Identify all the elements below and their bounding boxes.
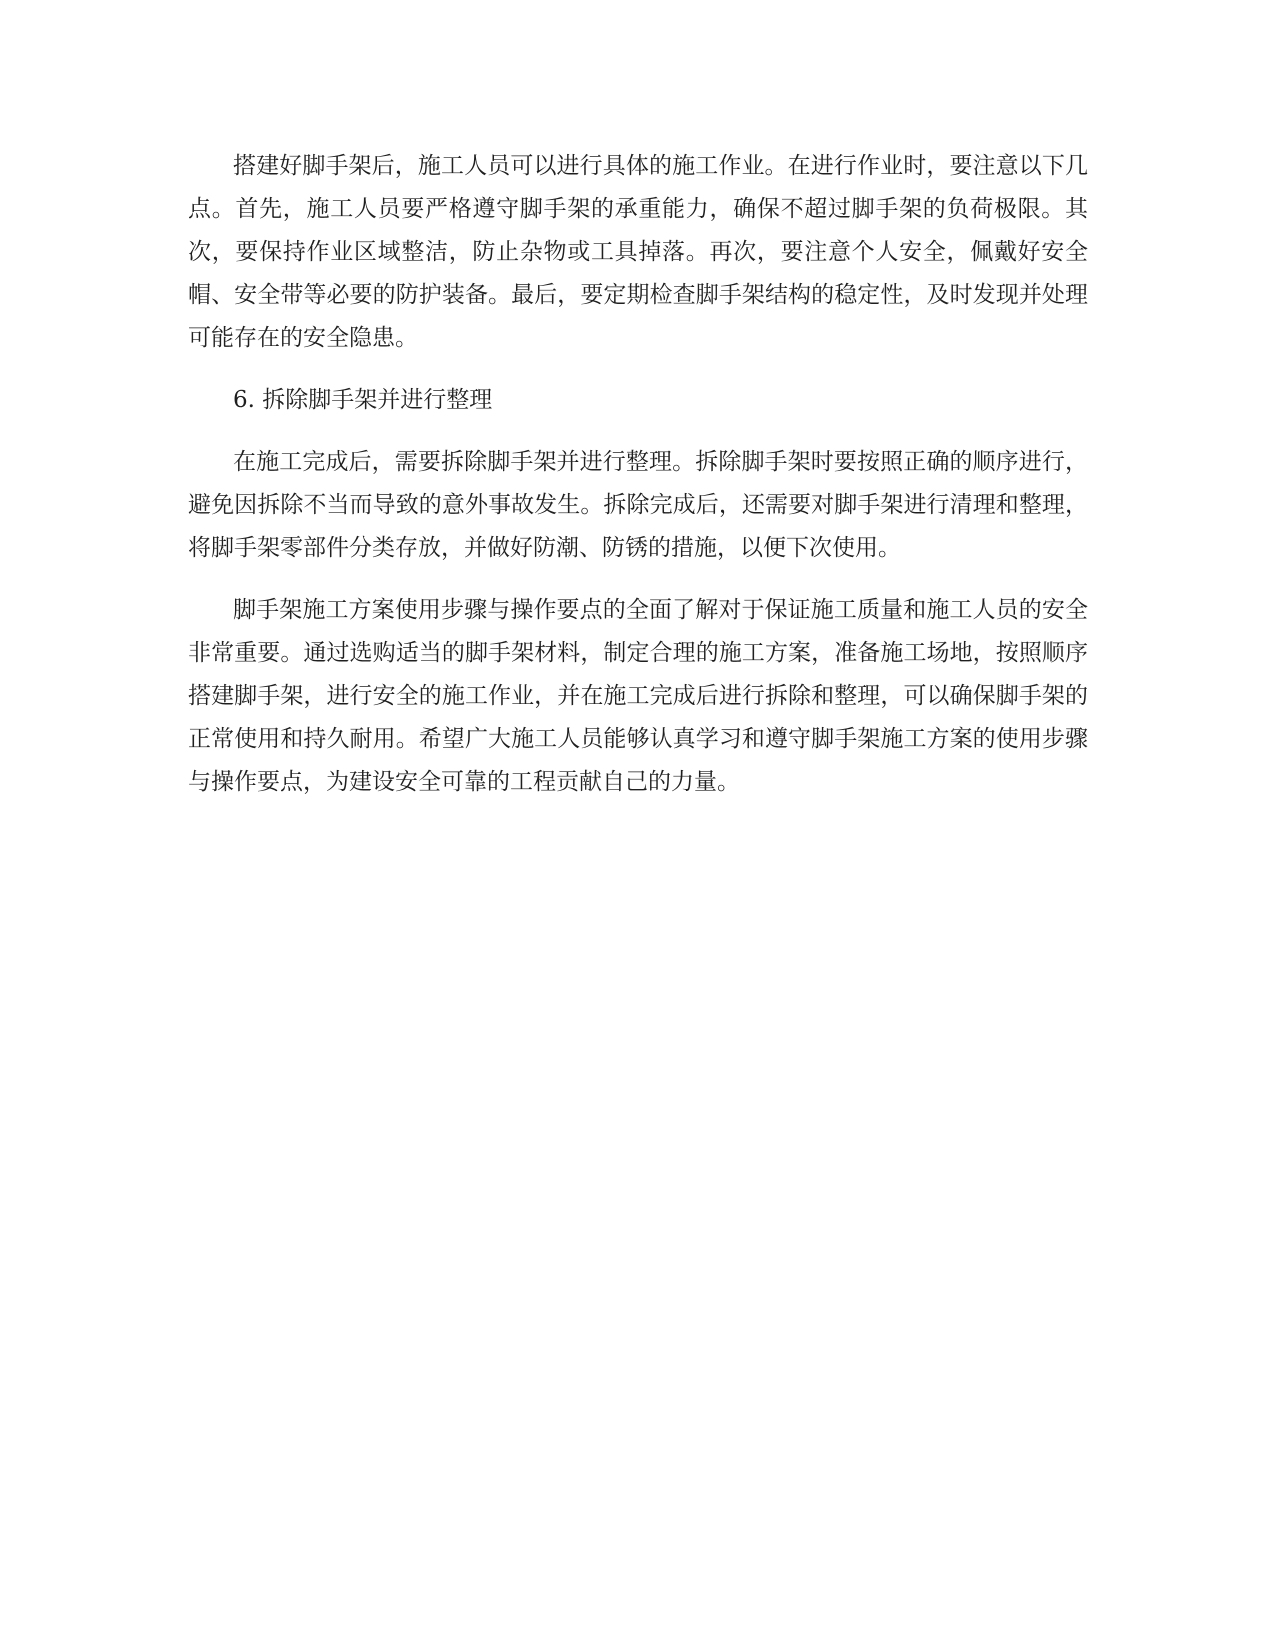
section-heading-dismantle: 6. 拆除脚手架并进行整理 — [233, 387, 493, 413]
paragraph-conclusion: 脚手架施工方案使用步骤与操作要点的全面了解对于保证施工质量和施工人员的安全非常重要。通过选购适当的脚手架材料，制定合理的施工方案，准备施工场地，按照顺序搭建脚手架，进行安全的施工作业，并在施工完成后进行拆除和整理，可以确保脚手架的正常使用和持久耐用。希望广大施工人员能够认真学习和遵守脚手架施工方案的使用步骤与操作要点，为建设安全可靠的工程贡献自己的力量。 — [188, 597, 1088, 795]
paragraph-dismantle: 在施工完成后，需要拆除脚手架并进行整理。拆除脚手架时要按照正确的顺序进行，避免因拆除不当而导致的意外事故发生。拆除完成后，还需要对脚手架进行清理和整理，将脚手架零部件分类存放，并做好防潮、防锈的措施，以便下次使用。 — [188, 449, 1088, 561]
document-body — [188, 145, 1088, 823]
paragraph-work-safety: 搭建好脚手架后，施工人员可以进行具体的施工作业。在进行作业时，要注意以下几点。首先，施工人员要严格遵守脚手架的承重能力，确保不超过脚手架的负荷极限。其次，要保持作业区域整洁，防止杂物或工具掉落。再次，要注意个人安全，佩戴好安全帽、安全带等必要的防护装备。最后，要定期检查脚手架结构的稳定性，及时发现并处理可能存在的安全隐患。 — [188, 153, 1088, 351]
